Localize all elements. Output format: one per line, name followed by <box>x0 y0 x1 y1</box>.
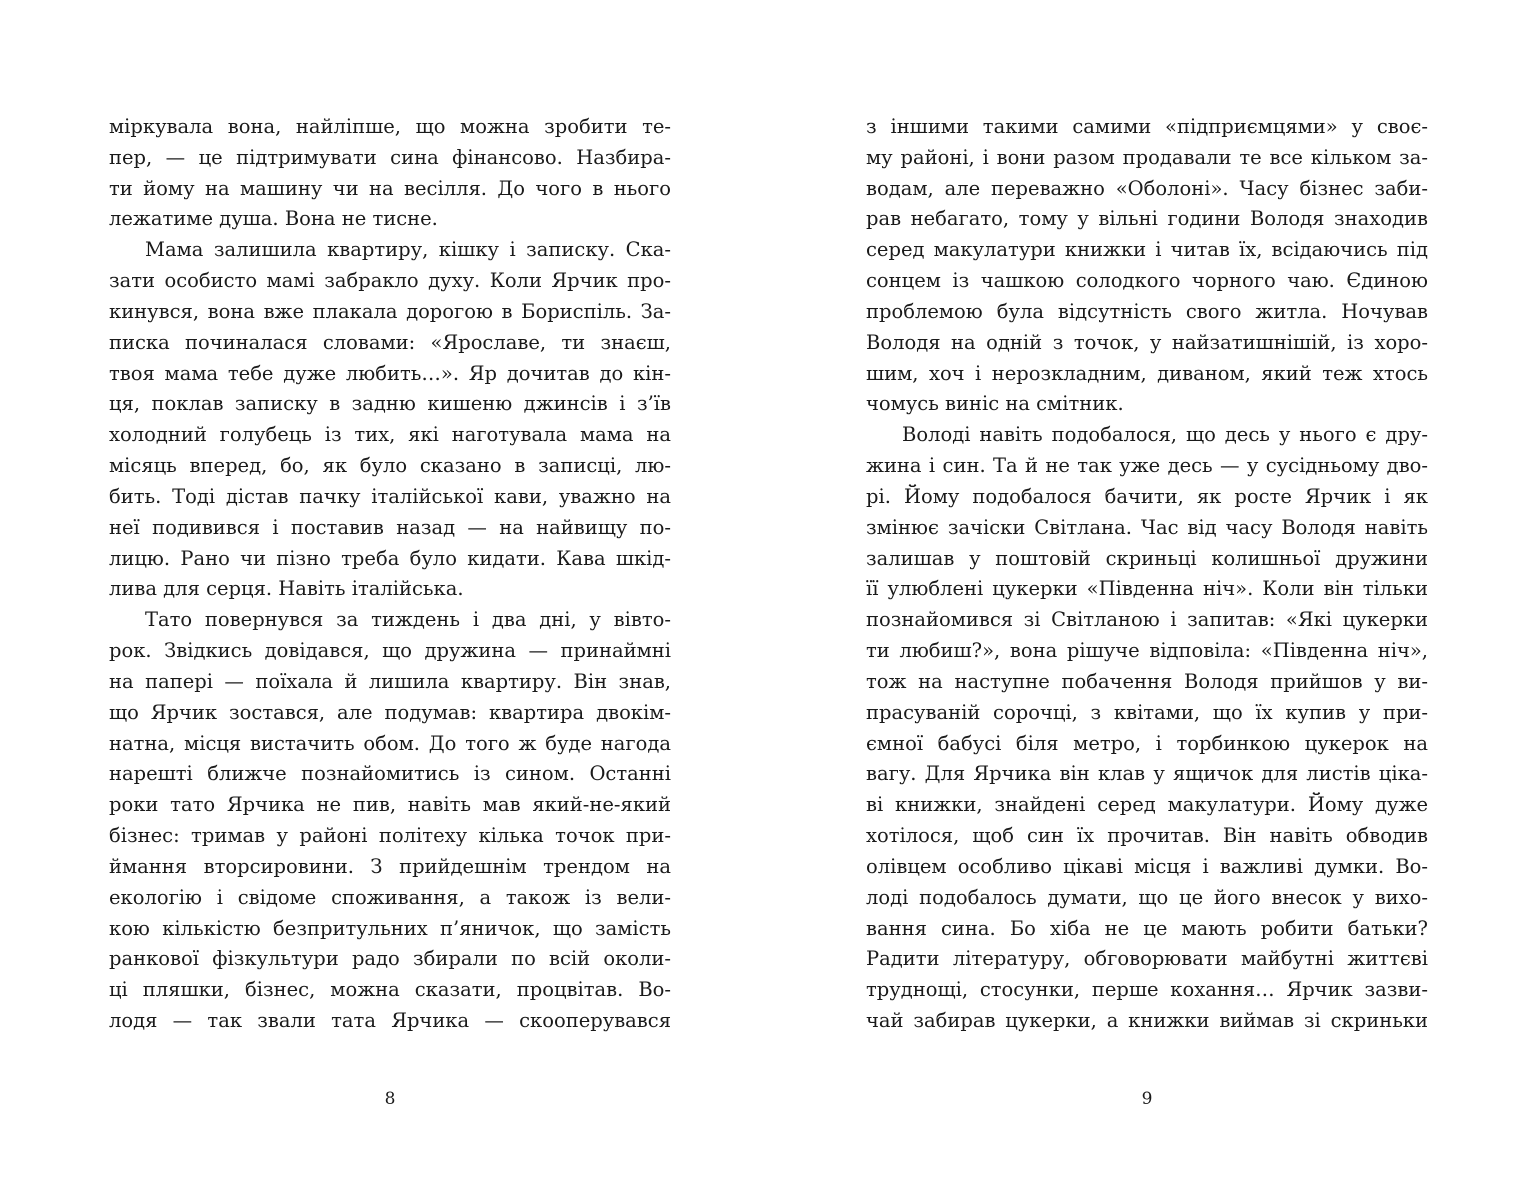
text-line: труднощі, стосунки, перше кохання… Ярчик зазви- <box>866 978 1428 1002</box>
text-line: твоя мама тебе дуже любить…». Яр дочитав до кін- <box>109 361 671 385</box>
text-line: чомусь виніс на смітник. <box>866 392 1124 416</box>
page-number-right: 9 <box>1141 1089 1153 1109</box>
text-line: чай забирав цукерки, а книжки виймав зі скриньки <box>866 1009 1428 1033</box>
text-line: змінює зачіски Світлана. Час від часу Володя навіть <box>866 515 1428 539</box>
text-line: нарешті ближче познайомитись із сином. Останні <box>109 762 671 786</box>
text-line: кою кількістю безпритульних п’яничок, що замість <box>109 916 671 940</box>
text-line: з іншими такими самими «підприємцями» у своє- <box>866 115 1428 138</box>
text-line: вання сина. Бо хіба не це мають робити батьки? <box>866 916 1428 940</box>
text-line: кинувся, вона вже плакала дорогою в Бориспіль. За- <box>109 299 671 323</box>
text-line: на папері — поїхала й лишила квартиру. Він знав, <box>109 669 671 693</box>
text-line: ти йому на машину чи на весілля. До чого в нього <box>109 176 671 200</box>
text-line: ймання вторсировини. З прийдешнім трендом на <box>109 854 671 878</box>
text-line: екологію і свідоме споживання, а також із вели- <box>109 885 671 909</box>
text-line: ві книжки, знайдені серед макулатури. Йому дуже <box>866 793 1428 817</box>
text-line: серед макулатури книжки і читав їх, всідаючись під <box>866 238 1428 262</box>
text-line: ранкової фізкультури радо збирали по всій околи- <box>109 947 671 971</box>
text-line: пер, — це підтримувати сина фінансово. Назбира- <box>109 145 671 169</box>
text-line: ці пляшки, бізнес, можна сказати, процвітав. Во- <box>109 978 671 1002</box>
text-line: лоді подобалось думати, що це його внесок у вихо- <box>866 885 1428 909</box>
text-line: Володя на одній з точок, у найзатишнішій, із хоро- <box>866 330 1428 354</box>
text-line: тож на наступне побачення Володя прийшов у ви- <box>866 669 1428 693</box>
text-line: лодя — так звали тата Ярчика — скооперувався <box>109 1009 671 1033</box>
text-line: Володі навіть подобалося, що десь у нього є дру- <box>902 423 1428 447</box>
text-line: неї подивився і поставив назад — на найвищу по- <box>109 515 671 539</box>
text-line: ти любиш?», вона рішуче відповіла: «Південна ніч», <box>866 639 1428 663</box>
right-page-text <box>866 112 1428 1037</box>
text-line: хотілося, щоб син їх прочитав. Він навіть обводив <box>866 824 1428 848</box>
text-line: ця, поклав записку в задню кишеню джинсів і з’їв <box>109 392 671 416</box>
text-line: жина і син. Та й не так уже десь — у сусідньому дво- <box>866 454 1428 478</box>
text-line: лежатиме душа. Вона не тисне. <box>109 207 438 231</box>
text-line: олівцем особливо цікаві місця і важливі думки. Во- <box>866 854 1428 878</box>
text-line: ємної бабусі біля метро, і торбинкою цукерок на <box>866 731 1428 755</box>
text-line: му районі, і вони разом продавали те все кільком за- <box>866 145 1428 169</box>
text-line: шим, хоч і нерозкладним, диваном, який теж хтось <box>866 361 1428 385</box>
text-line: бізнес: тримав у районі політеху кілька точок при- <box>109 824 671 848</box>
text-line: бить. Тоді дістав пачку італійської кави, уважно на <box>109 484 671 508</box>
text-line: Радити літературу, обговорювати майбутні життєві <box>866 947 1428 971</box>
text-line: що Ярчик зостався, але подумав: квартира двокім- <box>109 700 671 724</box>
text-line: писка починалася словами: «Ярославе, ти знаєш, <box>109 330 671 354</box>
text-line: сонцем із чашкою солодкого чорного чаю. Єдиною <box>866 269 1428 293</box>
text-line: міркувала вона, найліпше, що можна зробити те- <box>109 115 671 138</box>
text-line: її улюблені цукерки «Південна ніч». Коли він тільки <box>866 577 1428 601</box>
text-line: залишав у поштовій скриньці колишньої дружини <box>866 546 1428 570</box>
text-line: роки тато Ярчика не пив, навіть мав який-не-який <box>109 793 671 817</box>
left-page-text <box>109 112 671 1037</box>
text-line: місяць вперед, бо, як було сказано в записці, лю- <box>109 454 671 478</box>
text-line: лива для серця. Навіть італійська. <box>109 577 464 601</box>
text-line: Тато повернувся за тиждень і два дні, у вівто- <box>145 608 671 632</box>
text-line: рі. Йому подобалося бачити, як росте Ярчик і як <box>866 484 1428 508</box>
text-line: рав небагато, тому у вільні години Володя знаходив <box>866 207 1428 231</box>
text-line: познайомився зі Світланою і запитав: «Які цукерки <box>866 608 1428 632</box>
text-line: зати особисто мамі забракло духу. Коли Ярчик про- <box>109 269 671 293</box>
text-line: вагу. Для Ярчика він клав у ящичок для листів ціка- <box>866 762 1428 786</box>
text-line: натна, місця вистачить обом. До того ж буде нагода <box>109 731 671 755</box>
text-line: Мама залишила квартиру, кішку і записку. Ска- <box>145 238 671 262</box>
text-line: рок. Звідкись довідався, що дружина — принаймні <box>109 639 671 663</box>
text-line: прасуваній сорочці, з квітами, що їх купив у при- <box>866 700 1428 724</box>
text-line: водам, але переважно «Оболоні». Часу бізнес заби- <box>866 176 1428 200</box>
text-line: холодний голубець із тих, які наготувала мама на <box>109 423 671 447</box>
text-line: лицю. Рано чи пізно треба було кидати. Кава шкід- <box>109 546 671 570</box>
page-number-left: 8 <box>384 1089 396 1109</box>
text-line: проблемою була відсутність свого житла. Ночував <box>866 299 1428 323</box>
